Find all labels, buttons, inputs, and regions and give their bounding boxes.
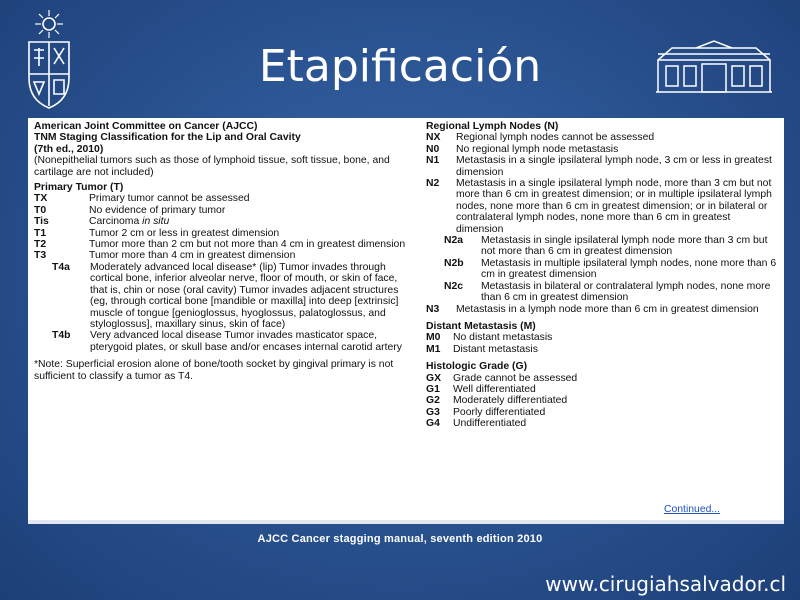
- m-row: [426, 332, 778, 343]
- n-row: [426, 178, 778, 235]
- t-desc: [89, 216, 406, 227]
- t-desc-italic: in situ: [142, 216, 170, 228]
- t-row: [34, 216, 406, 227]
- n-code: N2c: [444, 280, 464, 292]
- n-code: N2: [426, 178, 440, 190]
- t-desc: No evidence of primary tumor: [89, 204, 226, 216]
- n-code: N2a: [444, 235, 464, 247]
- n-row: [426, 132, 778, 143]
- n-row: [426, 304, 778, 315]
- m-row: [426, 344, 778, 355]
- lymph-nodes-heading: Regional Lymph Nodes (N): [426, 121, 559, 132]
- g-row: [426, 407, 778, 418]
- histologic-grade-heading: Histologic Grade (G): [426, 361, 528, 373]
- doc-header-note: (Nonepithelial tumors such as those of lymphoid tissue, soft tissue, bone, and cartilage are not included): [34, 155, 390, 178]
- m-desc: No distant metastasis: [453, 332, 553, 344]
- t-row: [34, 205, 406, 216]
- m-code: M1: [426, 343, 441, 355]
- n-sub-row: [426, 258, 778, 281]
- t-sub-row: [34, 330, 406, 353]
- t-desc: Primary tumor cannot be assessed: [89, 193, 250, 205]
- t-row: [34, 193, 406, 204]
- n-desc: Regional lymph nodes cannot be assessed: [456, 132, 655, 144]
- g-code: G2: [426, 395, 440, 407]
- g-desc: Poorly differentiated: [453, 406, 546, 418]
- t-desc: Tumor more than 4 cm in greatest dimension: [89, 250, 296, 262]
- g-row: [426, 373, 778, 384]
- t-desc-text: Carcinoma: [89, 216, 143, 228]
- t-code: T1: [34, 227, 47, 239]
- n-sub-row: [426, 235, 778, 258]
- t-code: T3: [34, 250, 47, 262]
- continued-link[interactable]: Continued...: [664, 504, 721, 515]
- doc-header-line: American Joint Committee on Cancer (AJCC): [34, 121, 258, 132]
- distant-metastasis-heading: Distant Metastasis (M): [426, 320, 536, 332]
- g-desc: Undifferentiated: [453, 418, 527, 430]
- g-code: G3: [426, 406, 440, 418]
- n-desc: No regional lymph node metastasis: [456, 143, 619, 155]
- slide-title: Etapificación: [258, 41, 542, 92]
- n-row: [426, 144, 778, 155]
- g-code: G4: [426, 418, 440, 430]
- t-row: [34, 239, 406, 250]
- n-row: [426, 155, 778, 178]
- website-url: www.cirugiahsalvador.cl: [545, 572, 786, 596]
- n-code: NX: [426, 132, 441, 144]
- t-desc: Tumor more than 2 cm but not more than 4 cm in greatest dimension: [89, 239, 406, 251]
- t-code: T4a: [52, 261, 70, 273]
- doc-header-line: TNM Staging Classification for the Lip and Oral Cavity: [34, 132, 301, 144]
- t-code: T2: [34, 239, 47, 251]
- t-desc: Moderately advanced local disease* (lip) Tumor invades through cortical bone, inferior alveolar nerve, floor of mouth, or skin of face, that is, chin or nose (oral cavity) Tumor invades adjacent structures (eg, through cortical bone [mandible or maxilla] into deep [extrinsic] muscle of tongue [genioglossus, hyoglossus, palatoglossus, and styloglossus], maxillary sinus, skin of face): [90, 261, 399, 330]
- doc-header-line: (7th ed., 2010): [34, 143, 104, 155]
- g-desc: Moderately differentiated: [453, 395, 568, 407]
- n-desc: Metastasis in a single ipsilateral lymph node, 3 cm or less in greatest dimension: [456, 155, 772, 178]
- footnote: *Note: Superficial erosion alone of bone/tooth socket by gingival primary is not sufficient to classify a tumor as T4.: [34, 359, 394, 382]
- m-code: M0: [426, 332, 441, 344]
- t-code: TX: [34, 193, 48, 205]
- t-code: Tis: [34, 216, 49, 228]
- g-row: [426, 384, 778, 395]
- n-desc: Metastasis in bilateral or contralateral lymph nodes, none more than 6 cm in greatest dimension: [481, 280, 771, 304]
- g-code: G1: [426, 383, 440, 395]
- g-row: [426, 395, 778, 406]
- staging-document-image: [28, 118, 784, 524]
- n-code: N3: [426, 303, 440, 315]
- t-desc: Very advanced local disease Tumor invades masticator space, pterygoid plates, or skull base and/or encases internal carotid artery: [90, 330, 402, 353]
- n-code: N0: [426, 143, 440, 155]
- t-code: T4b: [52, 330, 71, 342]
- m-desc: Distant metastasis: [453, 343, 538, 355]
- n-sub-row: [426, 281, 778, 304]
- g-desc: Well differentiated: [453, 383, 536, 395]
- n-code: N2b: [444, 257, 464, 269]
- t-row: [34, 228, 406, 239]
- t-desc: Tumor 2 cm or less in greatest dimension: [89, 227, 280, 239]
- slide-caption: AJCC Cancer stagging manual, seventh edition 2010: [257, 533, 543, 545]
- n-code: N1: [426, 155, 440, 167]
- g-row: [426, 418, 778, 429]
- g-desc: Grade cannot be assessed: [453, 372, 578, 384]
- primary-tumor-heading: Primary Tumor (T): [34, 182, 124, 194]
- n-desc: Metastasis in single ipsilateral lymph node more than 3 cm but not more than 6 cm in greatest dimension: [481, 235, 768, 258]
- g-code: GX: [426, 372, 442, 384]
- n-desc: Metastasis in a lymph node more than 6 cm in greatest dimension: [456, 303, 759, 315]
- t-sub-row: [34, 262, 406, 330]
- n-desc: Metastasis in multiple ipsilateral lymph nodes, none more than 6 cm in greatest dimension: [481, 257, 777, 281]
- n-desc: Metastasis in a single ipsilateral lymph node, more than 3 cm but not more than 6 cm in greatest dimension; or in multiple ipsilateral lymph nodes, none more than 6 cm in greatest dimension; or in bilateral or contralateral lymph nodes, none more than 6 cm in greatest dimension: [456, 178, 772, 235]
- t-row: [34, 250, 406, 261]
- t-code: T0: [34, 204, 47, 216]
- right-column: [426, 121, 778, 430]
- left-column: [34, 121, 406, 382]
